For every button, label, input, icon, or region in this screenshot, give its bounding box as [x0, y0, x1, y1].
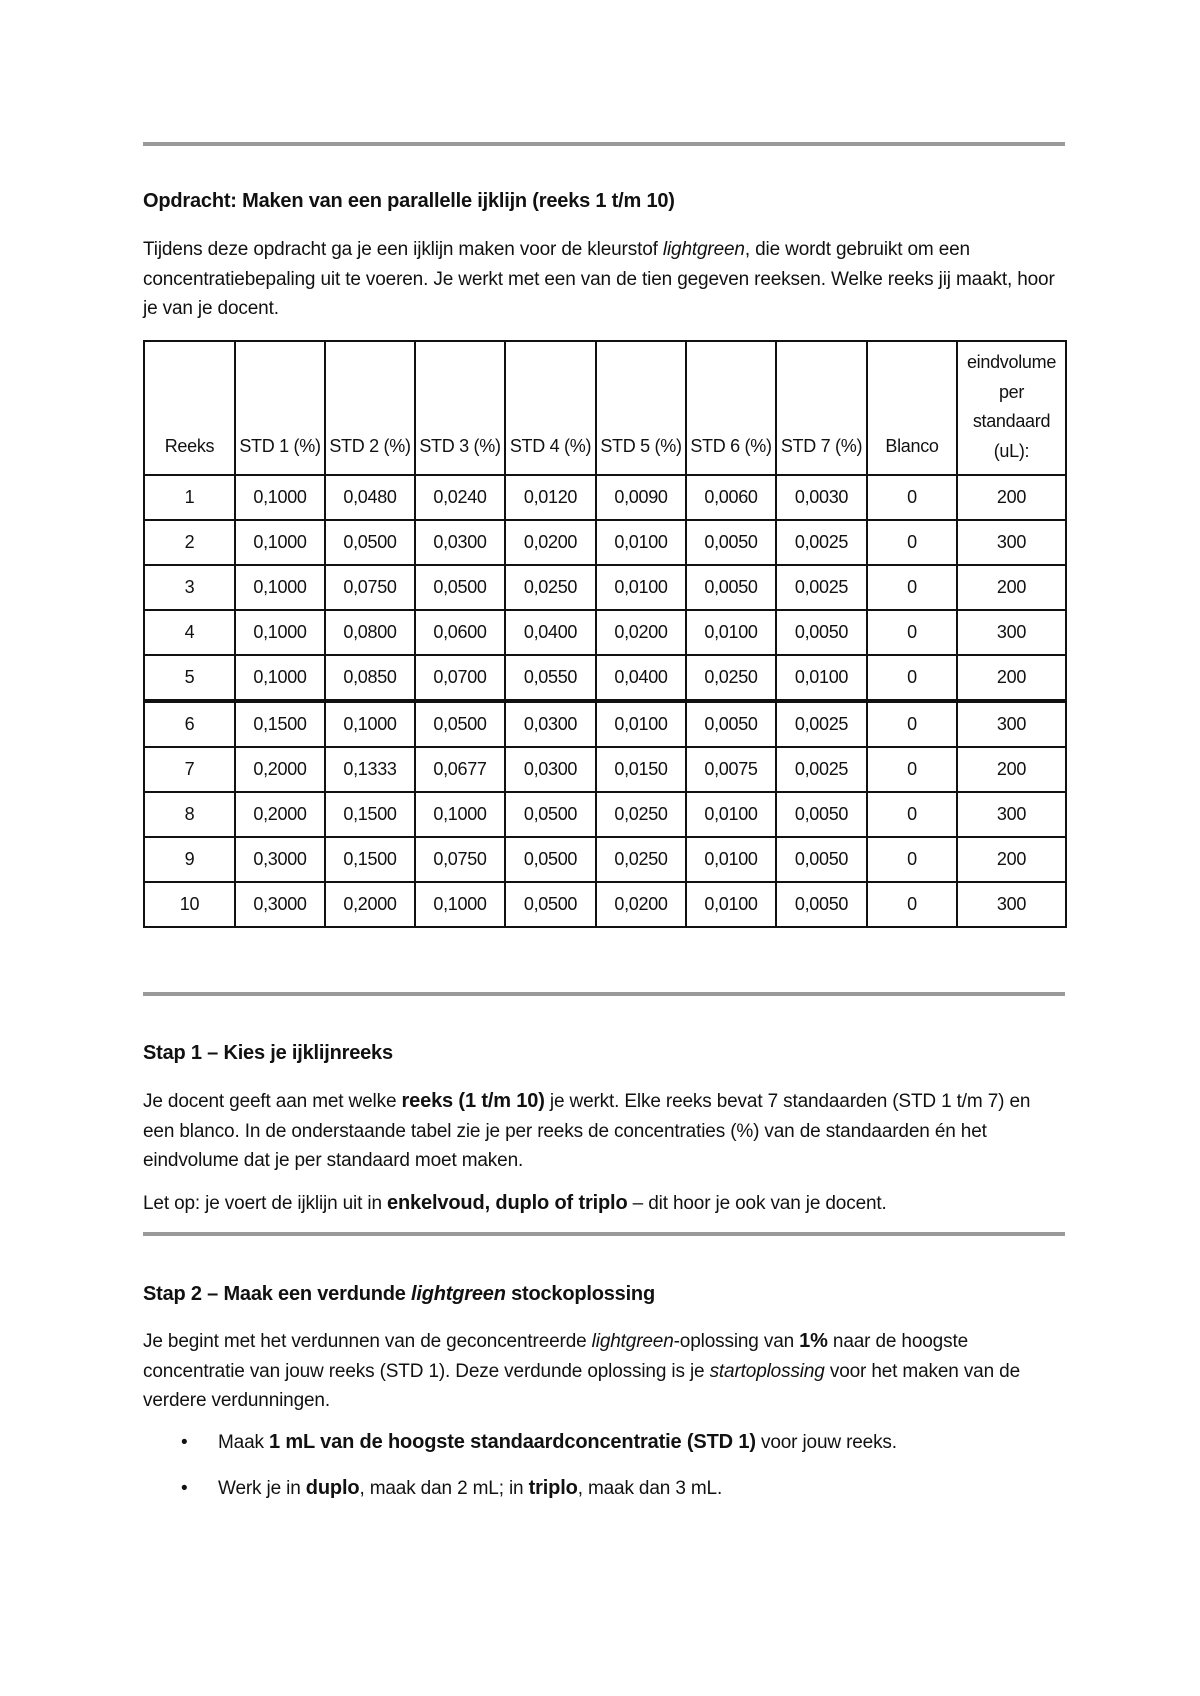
horizontal-rule: [143, 142, 1065, 146]
cell-std6: 0,0075: [686, 747, 776, 792]
cell-blanco: 0: [867, 747, 957, 792]
cell-std2: 0,1000: [325, 701, 415, 747]
stap2-paragraph: Je begint met het verdunnen van de geconcentreerde lightgreen-oplossing van 1% naar de hoogste concentratie van jouw reeks (STD 1). Deze verdunde oplossing is je startoplossing voor het maken van de verdere verdunningen.: [143, 1330, 1020, 1411]
cell-std4: 0,0250: [505, 565, 596, 610]
stap2-heading: Stap 2 – Maak een verdunde lightgreen stockoplossing: [143, 1283, 655, 1305]
header-blanco: Blanco: [867, 341, 957, 475]
header-std6: STD 6 (%): [686, 341, 776, 475]
cell-std4: 0,0120: [505, 475, 596, 520]
cell-eindvolume: 200: [957, 565, 1066, 610]
cell-std2: 0,0480: [325, 475, 415, 520]
cell-reeks: 9: [144, 837, 235, 882]
cell-std6: 0,0050: [686, 565, 776, 610]
cell-std3: 0,0500: [415, 701, 505, 747]
cell-blanco: 0: [867, 792, 957, 837]
cell-std2: 0,1500: [325, 837, 415, 882]
cell-reeks: 2: [144, 520, 235, 565]
cell-eindvolume: 300: [957, 520, 1066, 565]
table-header-row: [144, 341, 1066, 475]
cell-std6: 0,0050: [686, 701, 776, 747]
cell-std1: 0,1500: [235, 701, 325, 747]
cell-std7: 0,0025: [776, 565, 867, 610]
stap1-paragraph: Je docent geeft aan met welke reeks (1 t/m 10) je werkt. Elke reeks bevat 7 standaarden (STD 1 t/m 7) en een blanco. In de onderstaande tabel zie je per reeks de concentraties (%) van de standaarden én het eindvolume dat je per standaard moet maken.: [143, 1090, 1031, 1171]
table-row: [144, 475, 1066, 520]
cell-std3: 0,0300: [415, 520, 505, 565]
cell-reeks: 7: [144, 747, 235, 792]
cell-std7: 0,0025: [776, 520, 867, 565]
cell-std4: 0,0500: [505, 882, 596, 927]
cell-std3: 0,0700: [415, 655, 505, 701]
cell-std7: 0,0050: [776, 837, 867, 882]
opdracht-heading: Opdracht: Maken van een parallelle ijklijn (reeks 1 t/m 10): [143, 190, 675, 212]
header-std3: STD 3 (%): [415, 341, 505, 475]
cell-std5: 0,0100: [596, 565, 686, 610]
header-std2: STD 2 (%): [325, 341, 415, 475]
cell-std7: 0,0050: [776, 792, 867, 837]
cell-std1: 0,1000: [235, 475, 325, 520]
cell-std2: 0,0750: [325, 565, 415, 610]
cell-std6: 0,0060: [686, 475, 776, 520]
cell-std1: 0,3000: [235, 837, 325, 882]
cell-std1: 0,1000: [235, 565, 325, 610]
cell-std2: 0,0500: [325, 520, 415, 565]
cell-std3: 0,0750: [415, 837, 505, 882]
cell-std4: 0,0500: [505, 837, 596, 882]
cell-blanco: 0: [867, 610, 957, 655]
cell-reeks: 1: [144, 475, 235, 520]
cell-reeks: 4: [144, 610, 235, 655]
header-std1: STD 1 (%): [235, 341, 325, 475]
cell-std6: 0,0050: [686, 520, 776, 565]
cell-std3: 0,0240: [415, 475, 505, 520]
cell-std2: 0,1333: [325, 747, 415, 792]
header-std4: STD 4 (%): [505, 341, 596, 475]
header-std7: STD 7 (%): [776, 341, 867, 475]
list-item: • Maak 1 mL van de hoogste standaardconcentratie (STD 1) voor jouw reeks.: [143, 1428, 1065, 1474]
table-row: [144, 837, 1066, 882]
cell-blanco: 0: [867, 837, 957, 882]
horizontal-rule: [143, 1232, 1065, 1236]
cell-std1: 0,2000: [235, 792, 325, 837]
cell-std7: 0,0025: [776, 747, 867, 792]
table-row: [144, 747, 1066, 792]
cell-std6: 0,0100: [686, 792, 776, 837]
cell-eindvolume: 200: [957, 655, 1066, 701]
cell-std6: 0,0100: [686, 882, 776, 927]
cell-std5: 0,0250: [596, 837, 686, 882]
cell-std5: 0,0250: [596, 792, 686, 837]
cell-blanco: 0: [867, 701, 957, 747]
cell-std7: 0,0050: [776, 610, 867, 655]
cell-std6: 0,0250: [686, 655, 776, 701]
cell-std4: 0,0300: [505, 747, 596, 792]
cell-std2: 0,0800: [325, 610, 415, 655]
cell-std6: 0,0100: [686, 610, 776, 655]
stap1-note: Let op: je voert de ijklijn uit in enkelvoud, duplo of triplo – dit hoor je ook van je docent.: [143, 1192, 887, 1214]
table-row: [144, 565, 1066, 610]
cell-std1: 0,1000: [235, 610, 325, 655]
cell-std5: 0,0150: [596, 747, 686, 792]
cell-std5: 0,0090: [596, 475, 686, 520]
cell-std2: 0,0850: [325, 655, 415, 701]
cell-std3: 0,1000: [415, 792, 505, 837]
cell-eindvolume: 300: [957, 610, 1066, 655]
cell-std1: 0,1000: [235, 655, 325, 701]
table-row: [144, 610, 1066, 655]
cell-eindvolume: 300: [957, 882, 1066, 927]
opdracht-intro: Tijdens deze opdracht ga je een ijklijn maken voor de kleurstof lightgreen, die wordt gebruikt om een concentratiebepaling uit te voeren. Je werkt met een van de tien gegeven reeksen. Welke reeks jij maakt, hoor je van je docent.: [143, 239, 1055, 319]
cell-blanco: 0: [867, 520, 957, 565]
header-std5: STD 5 (%): [596, 341, 686, 475]
cell-std3: 0,0500: [415, 565, 505, 610]
cell-std4: 0,0400: [505, 610, 596, 655]
cell-std3: 0,1000: [415, 882, 505, 927]
cell-blanco: 0: [867, 565, 957, 610]
cell-eindvolume: 300: [957, 792, 1066, 837]
header-eindvolume: eindvolume per standaard (uL):: [957, 341, 1066, 475]
cell-eindvolume: 300: [957, 701, 1066, 747]
list-item: • Werk je in duplo, maak dan 2 mL; in triplo, maak dan 3 mL.: [143, 1474, 1065, 1520]
stap1-heading: Stap 1 – Kies je ijklijnreeks: [143, 1042, 393, 1064]
cell-std1: 0,2000: [235, 747, 325, 792]
cell-std4: 0,0300: [505, 701, 596, 747]
cell-std4: 0,0550: [505, 655, 596, 701]
cell-std5: 0,0100: [596, 520, 686, 565]
cell-std5: 0,0400: [596, 655, 686, 701]
bullet-icon: •: [181, 1432, 188, 1453]
cell-reeks: 10: [144, 882, 235, 927]
cell-blanco: 0: [867, 475, 957, 520]
cell-std1: 0,3000: [235, 882, 325, 927]
cell-std4: 0,0200: [505, 520, 596, 565]
horizontal-rule: [143, 992, 1065, 996]
cell-std7: 0,0050: [776, 882, 867, 927]
table-row: [144, 520, 1066, 565]
table-row: [144, 655, 1066, 701]
table-row: [144, 882, 1066, 927]
cell-std2: 0,1500: [325, 792, 415, 837]
stap2-bullet-list: [143, 1428, 1065, 1520]
table-row: [144, 701, 1066, 747]
cell-std5: 0,0100: [596, 701, 686, 747]
cell-std2: 0,2000: [325, 882, 415, 927]
cell-eindvolume: 200: [957, 475, 1066, 520]
cell-blanco: 0: [867, 882, 957, 927]
cell-eindvolume: 200: [957, 837, 1066, 882]
cell-std5: 0,0200: [596, 610, 686, 655]
cell-reeks: 6: [144, 701, 235, 747]
cell-std7: 0,0100: [776, 655, 867, 701]
cell-reeks: 5: [144, 655, 235, 701]
cell-std7: 0,0030: [776, 475, 867, 520]
cell-eindvolume: 200: [957, 747, 1066, 792]
table-body: [144, 475, 1066, 927]
cell-std4: 0,0500: [505, 792, 596, 837]
cell-blanco: 0: [867, 655, 957, 701]
cell-reeks: 8: [144, 792, 235, 837]
cell-std1: 0,1000: [235, 520, 325, 565]
cell-std7: 0,0025: [776, 701, 867, 747]
cell-reeks: 3: [144, 565, 235, 610]
cell-std5: 0,0200: [596, 882, 686, 927]
cell-std3: 0,0677: [415, 747, 505, 792]
cell-std6: 0,0100: [686, 837, 776, 882]
header-reeks: Reeks: [144, 341, 235, 475]
table-row: [144, 792, 1066, 837]
reeks-table: [143, 340, 1067, 928]
bullet-icon: •: [181, 1478, 188, 1499]
cell-std3: 0,0600: [415, 610, 505, 655]
